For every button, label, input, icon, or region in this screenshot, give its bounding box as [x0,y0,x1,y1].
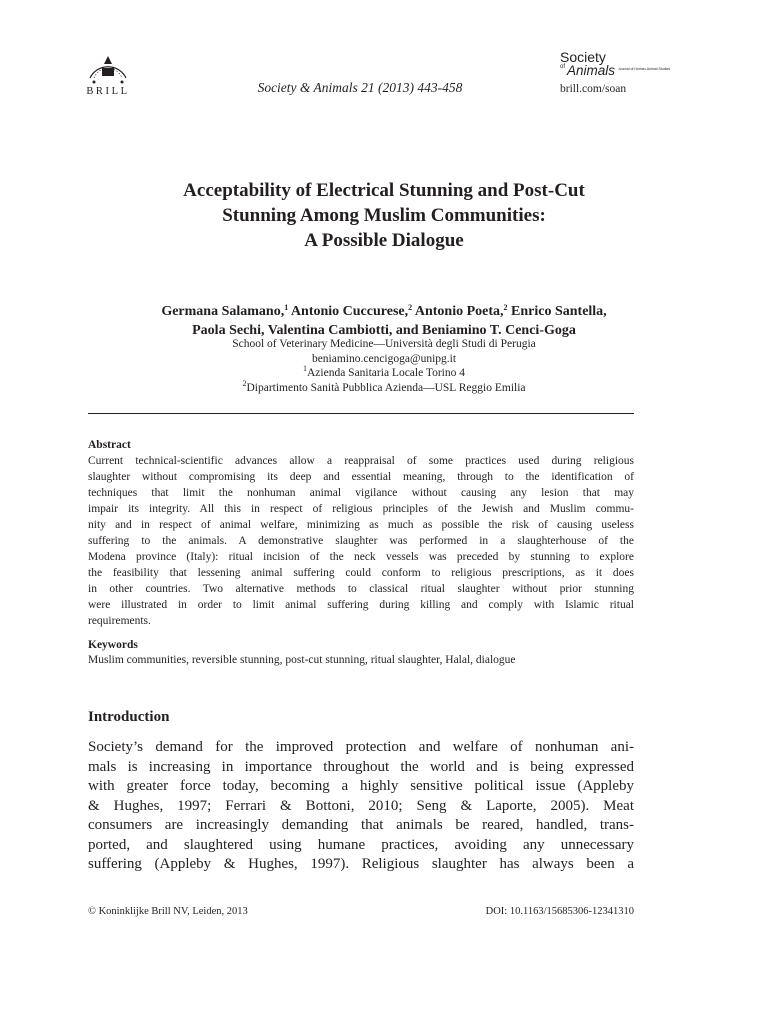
corresponding-email[interactable]: beniamino.cencigoga@unipg.it [311,352,457,365]
copyright-notice: © Koninklijke Brill NV, Leiden, 2013 [88,906,248,917]
affiliation-2 [64,378,704,396]
abstract-line: suffering to the animals. A demonstrative slaughter was performed in a slaughterhouse of the [88,535,634,547]
logo-word-animals: Animals [567,63,616,78]
abstract-line: nity and in respect of animal welfare, minimizing as much as possible the risk of causing useless [88,519,634,531]
journal-logo [560,50,680,80]
keywords-text: Muslim communities, reversible stunning, post-cut stunning, ritual slaughter, Halal, dialogue [88,654,516,666]
author-affiliation-mark: 2 [408,303,413,312]
author-line-2: Paola Sechi, Valentina Cambiotti, and Beniamino T. Cenci-Goga [192,323,576,338]
logo-word-society: Society [560,49,606,65]
article-title [100,178,668,253]
abstract-line: slaughter without compromising its deep and essential meaning, through to the identification of [88,471,634,483]
author-name: Enrico Santella, [507,304,607,319]
affiliation-mark: 1 [302,364,307,373]
title-line: A Possible Dialogue [304,230,464,251]
author-line-1 [64,302,704,321]
doi-link[interactable]: DOI: 10.1163/15685306-12341310 [485,906,634,917]
abstract-line: Current technical-scientific advances allow a reappraisal of some practices used during religious [88,455,634,467]
affiliations [64,337,704,395]
author-name: Antonio Poeta, [412,304,504,319]
abstract-body [88,453,634,629]
introduction-heading: Introduction [88,709,170,725]
author-name: Germana Salamano, [161,304,285,319]
affiliation-mark: 2 [242,378,247,388]
publisher-name: BRILL [86,86,130,97]
title-line: Acceptability of Electrical Stunning and Post-Cut [183,180,585,201]
introduction-line: consumers are increasingly demanding that animals be reared, handled, trans- [88,817,634,833]
journal-reference: Society & Animals 21 (2013) 443-458 [257,80,463,95]
introduction-line: mals is increasing in importance throughout the world and is being expressed [88,758,634,775]
introduction-line: & Hughes, 1997; Ferrari & Bottoni, 2010; Seng & Laporte, 2005). Meat [88,797,634,814]
affiliation-text: Azienda Sanitaria Locale Torino 4 [306,367,465,379]
logo-subtitle: Journal of Human-Animal Studies [618,67,671,71]
affiliation-1 [64,366,704,381]
author-list [64,302,704,340]
abstract-line: techniques that limit the nonhuman animal vigilance without causing any lesion that may [88,487,634,499]
header-divider [88,413,634,414]
abstract-line: requirements. [88,615,151,627]
abstract-line: impair its integrity. All this in respect of religious principles of the Jewish and Muslim commu- [88,503,634,515]
introduction-body [88,738,634,875]
introduction-line: Society’s demand for the improved protection and welfare of nonhuman ani- [88,739,634,755]
abstract-line: the feasibility that lessening animal suffering could conform to religious prescriptions, as it does [88,567,634,579]
abstract-heading: Abstract [88,439,131,451]
introduction-line: with greater force today, becoming a highly sensitive political issue (Appleby [88,778,634,794]
journal-url[interactable]: brill.com/soan [560,83,627,95]
keywords-heading: Keywords [88,639,138,651]
affiliation-text: Dipartimento Sanità Pubblica Azienda—USL Reggio Emilia [246,381,526,394]
abstract-line: were illustrated in order to limit animal suffering during killing and comply with Islamic ritual [88,599,634,611]
affiliation-school: School of Veterinary Medicine—Università degli Studi di Perugia [232,338,536,350]
author-affiliation-mark: 1 [284,303,289,312]
introduction-line: ported, and slaughtered using humane practices, avoiding any unnecessary [88,836,634,853]
abstract-line: in other countries. Two alternative methods to classical ritual slaughter without prior stunning [88,583,634,595]
author-affiliation-mark: 2 [503,303,508,312]
introduction-line: suffering (Appleby & Hughes, 1997). Religious slaughter has always been a [88,856,634,872]
abstract-line: Modena province (Italy): ritual incision of the neck vessels was preceded by stunning to explore [88,551,634,563]
brill-seal-logo [76,38,140,92]
title-line: Stunning Among Muslim Communities: [222,205,546,226]
logo-word-of: of [560,64,566,70]
author-name: Antonio Cuccurese, [288,304,409,319]
